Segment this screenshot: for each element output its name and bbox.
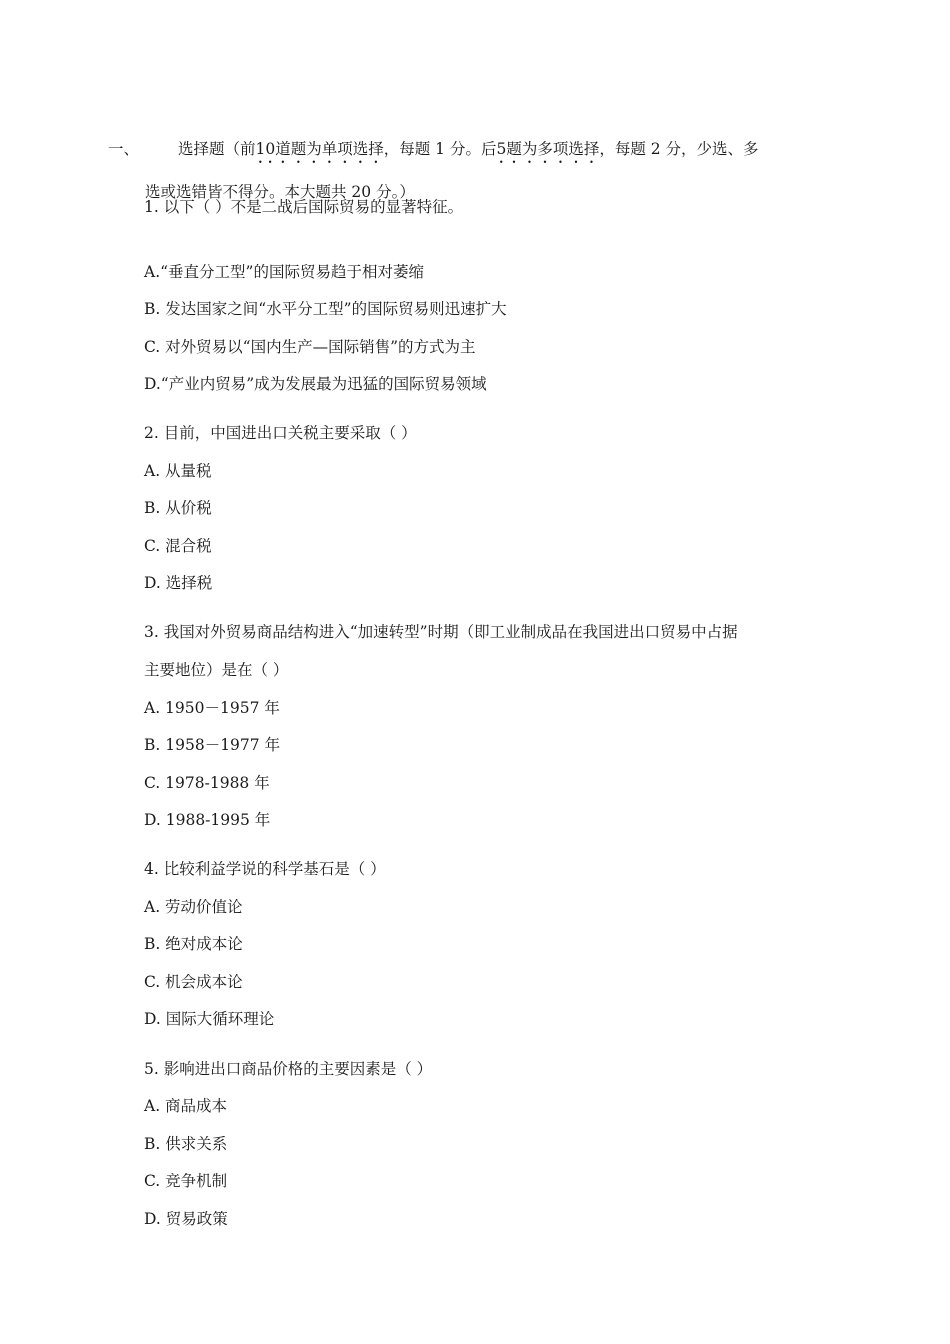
question-1-stem: 1. 以下（ ）不是二战后国际贸易的显著特征。 [144,198,464,216]
section-instructions-line2: 选或选错皆不得分。本大题共 20 分。） [145,183,415,201]
section-instructions-part-a: 选择题（前 [178,140,256,158]
section-number: 一、 [108,140,140,158]
question-1-option-b: B. 发达国家之间“水平分工型”的国际贸易则迅速扩大 [144,300,507,318]
question-4-option-b: B. 绝对成本论 [144,935,243,953]
section-instructions-emphasis-multi: 5题为多项选择 [496,140,600,158]
question-2-option-d: D. 选择税 [144,574,213,592]
question-4-option-a: A. 劳动价值论 [144,898,243,916]
question-5-stem: 5. 影响进出口商品价格的主要因素是（ ） [144,1060,433,1078]
question-5-option-a: A. 商品成本 [144,1097,228,1115]
question-5-option-b: B. 供求关系 [144,1135,228,1153]
question-2-stem: 2. 目前，中国进出口关税主要采取（ ） [144,424,417,442]
question-5-option-d: D. 贸易政策 [144,1210,228,1228]
question-2-option-b: B. 从价税 [144,499,212,517]
question-3-stem-line1: 3. 我国对外贸易商品结构进入“加速转型”时期（即工业制成品在我国进出口贸易中占据 [144,623,738,641]
question-3-option-b: B. 1958－1977 年 [144,736,281,754]
question-1-option-c: C. 对外贸易以“国内生产—国际销售”的方式为主 [144,338,476,356]
question-4-option-c: C. 机会成本论 [144,973,243,991]
question-2-option-a: A. 从量税 [144,462,212,480]
question-3-option-c: C. 1978-1988 年 [144,774,270,792]
question-1-option-a: A.“垂直分工型”的国际贸易趋于相对萎缩 [144,263,424,281]
question-2-option-c: C. 混合税 [144,537,212,555]
section-instructions-emphasis-single: 10道题为单项选择 [255,140,384,158]
question-1-option-d: D.“产业内贸易”成为发展最为迅猛的国际贸易领域 [144,375,487,393]
section-instructions-part-e: ，每题 2 分，少选、多 [599,140,759,158]
question-5-option-c: C. 竞争机制 [144,1172,228,1190]
question-4-stem: 4. 比较利益学说的科学基石是（ ） [144,860,386,878]
question-3-stem-line2: 主要地位）是在（ ） [144,661,289,679]
section-instructions-line1 [178,128,759,170]
question-3-option-d: D. 1988-1995 年 [144,811,271,829]
section-instructions-part-c: ，每题 1 分。后 [383,140,497,158]
question-3-option-a: A. 1950－1957 年 [144,699,280,717]
question-4-option-d: D. 国际大循环理论 [144,1010,275,1028]
